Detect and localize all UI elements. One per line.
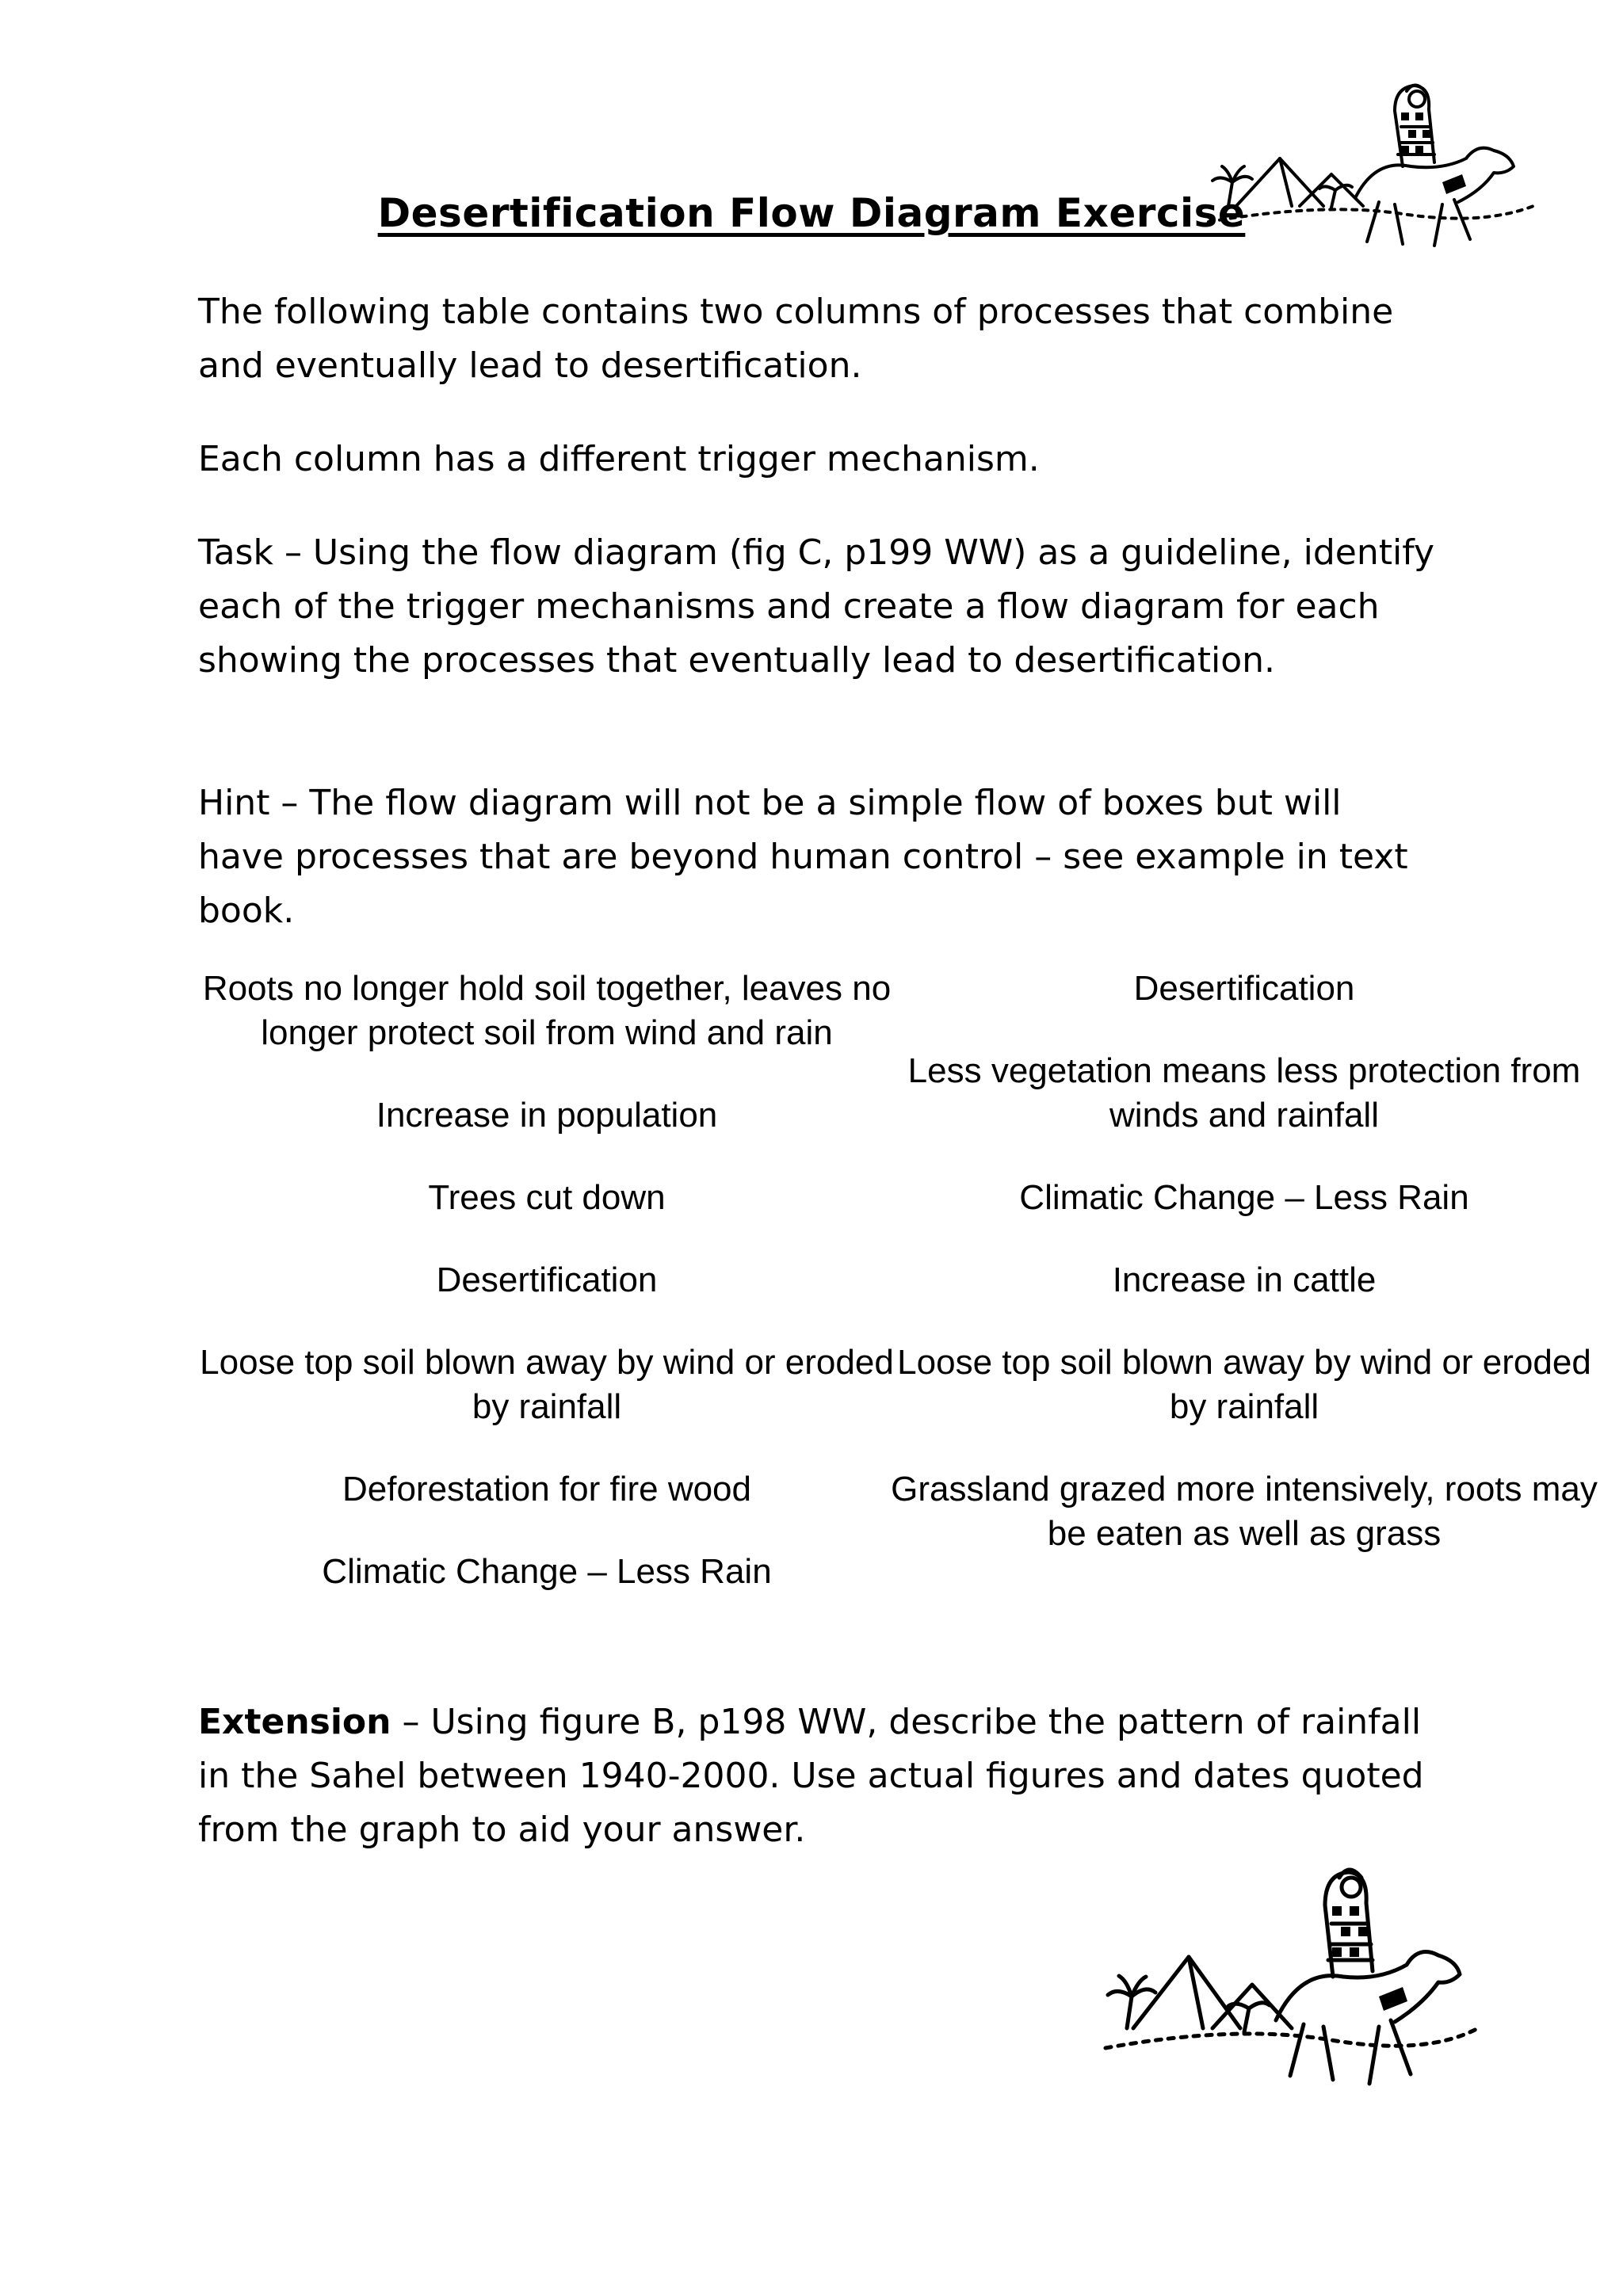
intro-paragraph-2: Each column has a different trigger mechanism.: [198, 439, 1040, 479]
process-item: Desertification: [436, 1261, 658, 1299]
process-item: Increase in population: [376, 1096, 718, 1135]
hint-paragraph: Hint – The flow diagram will not be a simple flow of boxes but will have processes that are beyond human control – see example in text book.: [198, 783, 1408, 931]
process-item: Deforestation for fire wood: [342, 1470, 752, 1508]
intro-paragraph-1: The following table contains two columns of processes that combine and eventually lead to desertification.: [198, 292, 1394, 386]
process-item: Loose top soil blown away by wind or eroded by rainfall: [200, 1343, 894, 1426]
extension-text: – Using figure B, p198 WW, describe the pattern of rainfall in the Sahel between 1940-2000. Use actual figures and dates quoted from the graph to aid your answer.: [198, 1702, 1424, 1850]
process-item: Desertification: [1133, 969, 1355, 1008]
extension-paragraph: [198, 1695, 1434, 1857]
page-title: Desertification Flow Diagram Exercise: [377, 190, 1246, 236]
camel-rider-illustration-bottom: [1102, 1838, 1482, 2100]
process-item: Grassland grazed more intensively, roots may be eaten as well as grass: [891, 1470, 1598, 1553]
process-item: Less vegetation means less protection from winds and rainfall: [907, 1051, 1581, 1135]
process-item: Trees cut down: [428, 1178, 666, 1217]
extension-label: Extension: [198, 1702, 391, 1742]
process-item: Roots no longer hold soil together, leaves no longer protect soil from wind and rain: [202, 969, 892, 1052]
process-item: Climatic Change – Less Rain: [1019, 1178, 1469, 1217]
process-item: Climatic Change – Less Rain: [322, 1552, 772, 1591]
task-paragraph: Task – Using the flow diagram (fig C, p199 WW) as a guideline, identify each of the trigger mechanisms and create a flow diagram for each showing the processes that eventually lead to desertification.: [198, 532, 1434, 681]
process-item: Increase in cattle: [1112, 1261, 1377, 1299]
process-column-left: [190, 967, 903, 1632]
process-column-right: [888, 967, 1601, 1594]
process-item: Loose top soil blown away by wind or eroded by rainfall: [897, 1343, 1591, 1426]
